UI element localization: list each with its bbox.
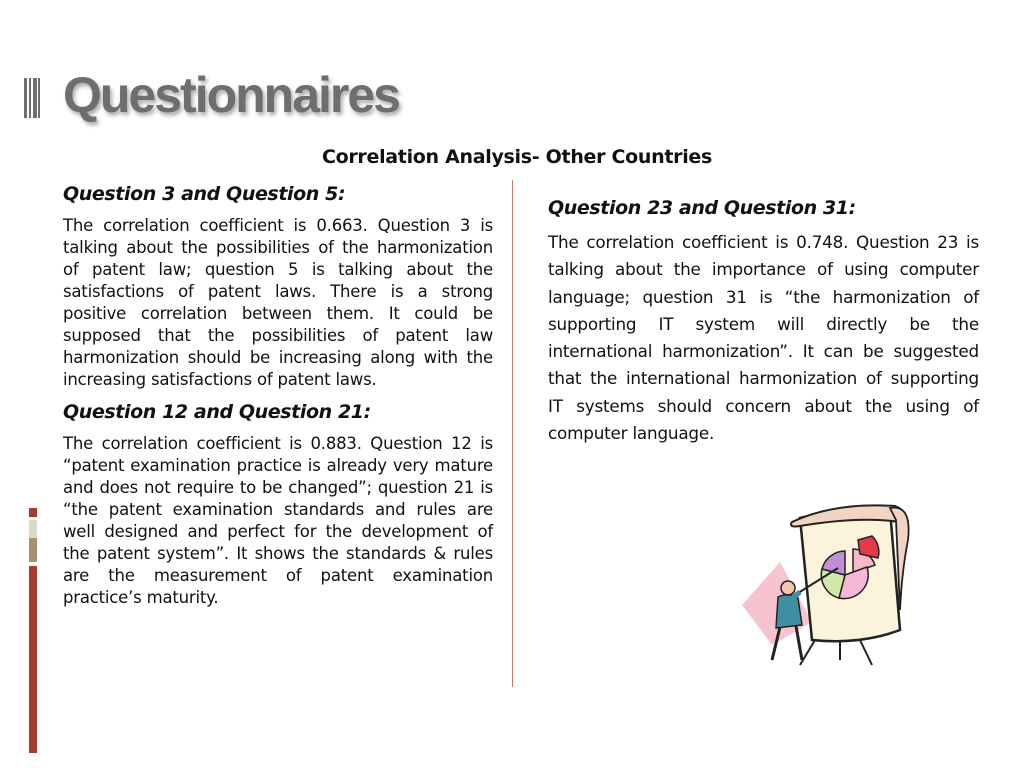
question-23-31-text: The correlation coefficient is 0.748. Question 23 is talking about the importance of using computer language; question 31 is “the harmonization of supporting IT system will directly be the international harmonization”. It can be suggested that the international harmonization of supporting IT systems should concern about the using of computer language.: [548, 232, 979, 444]
question-3-5-heading: Question 3 and Question 5:: [63, 183, 346, 205]
slide-subtitle: Correlation Analysis- Other Countries: [321, 146, 713, 168]
question-12-21-text: The correlation coefficient is 0.883. Question 12 is “patent examination practice is already very mature and does not require to be changed”; question 21 is “the patent examination standards and rules are well designed and perfect for the development of the patent system”. It shows the standards & rules are the measurement of patent examination practice’s maturity.: [63, 434, 493, 607]
left-column: [63, 183, 493, 609]
column-divider: [512, 180, 513, 687]
slide-title: Questionnaires: [63, 67, 399, 123]
question-3-5-text: The correlation coefficient is 0.663. Question 3 is talking about the possibilities of the harmonization of patent law; question 5 is talking about the satisfactions of patent laws. There is a strong positive correlation between them. It could be supposed that the possibilities of patent law harmonization should be increasing along with the increasing satisfactions of patent laws.: [63, 216, 493, 389]
question-12-21-heading: Question 12 and Question 21:: [63, 401, 371, 423]
title-bars-icon: [24, 78, 40, 118]
right-column: [548, 197, 979, 447]
question-23-31-heading: Question 23 and Question 31:: [548, 197, 856, 219]
presenter-pie-chart-clipart: [740, 500, 915, 670]
